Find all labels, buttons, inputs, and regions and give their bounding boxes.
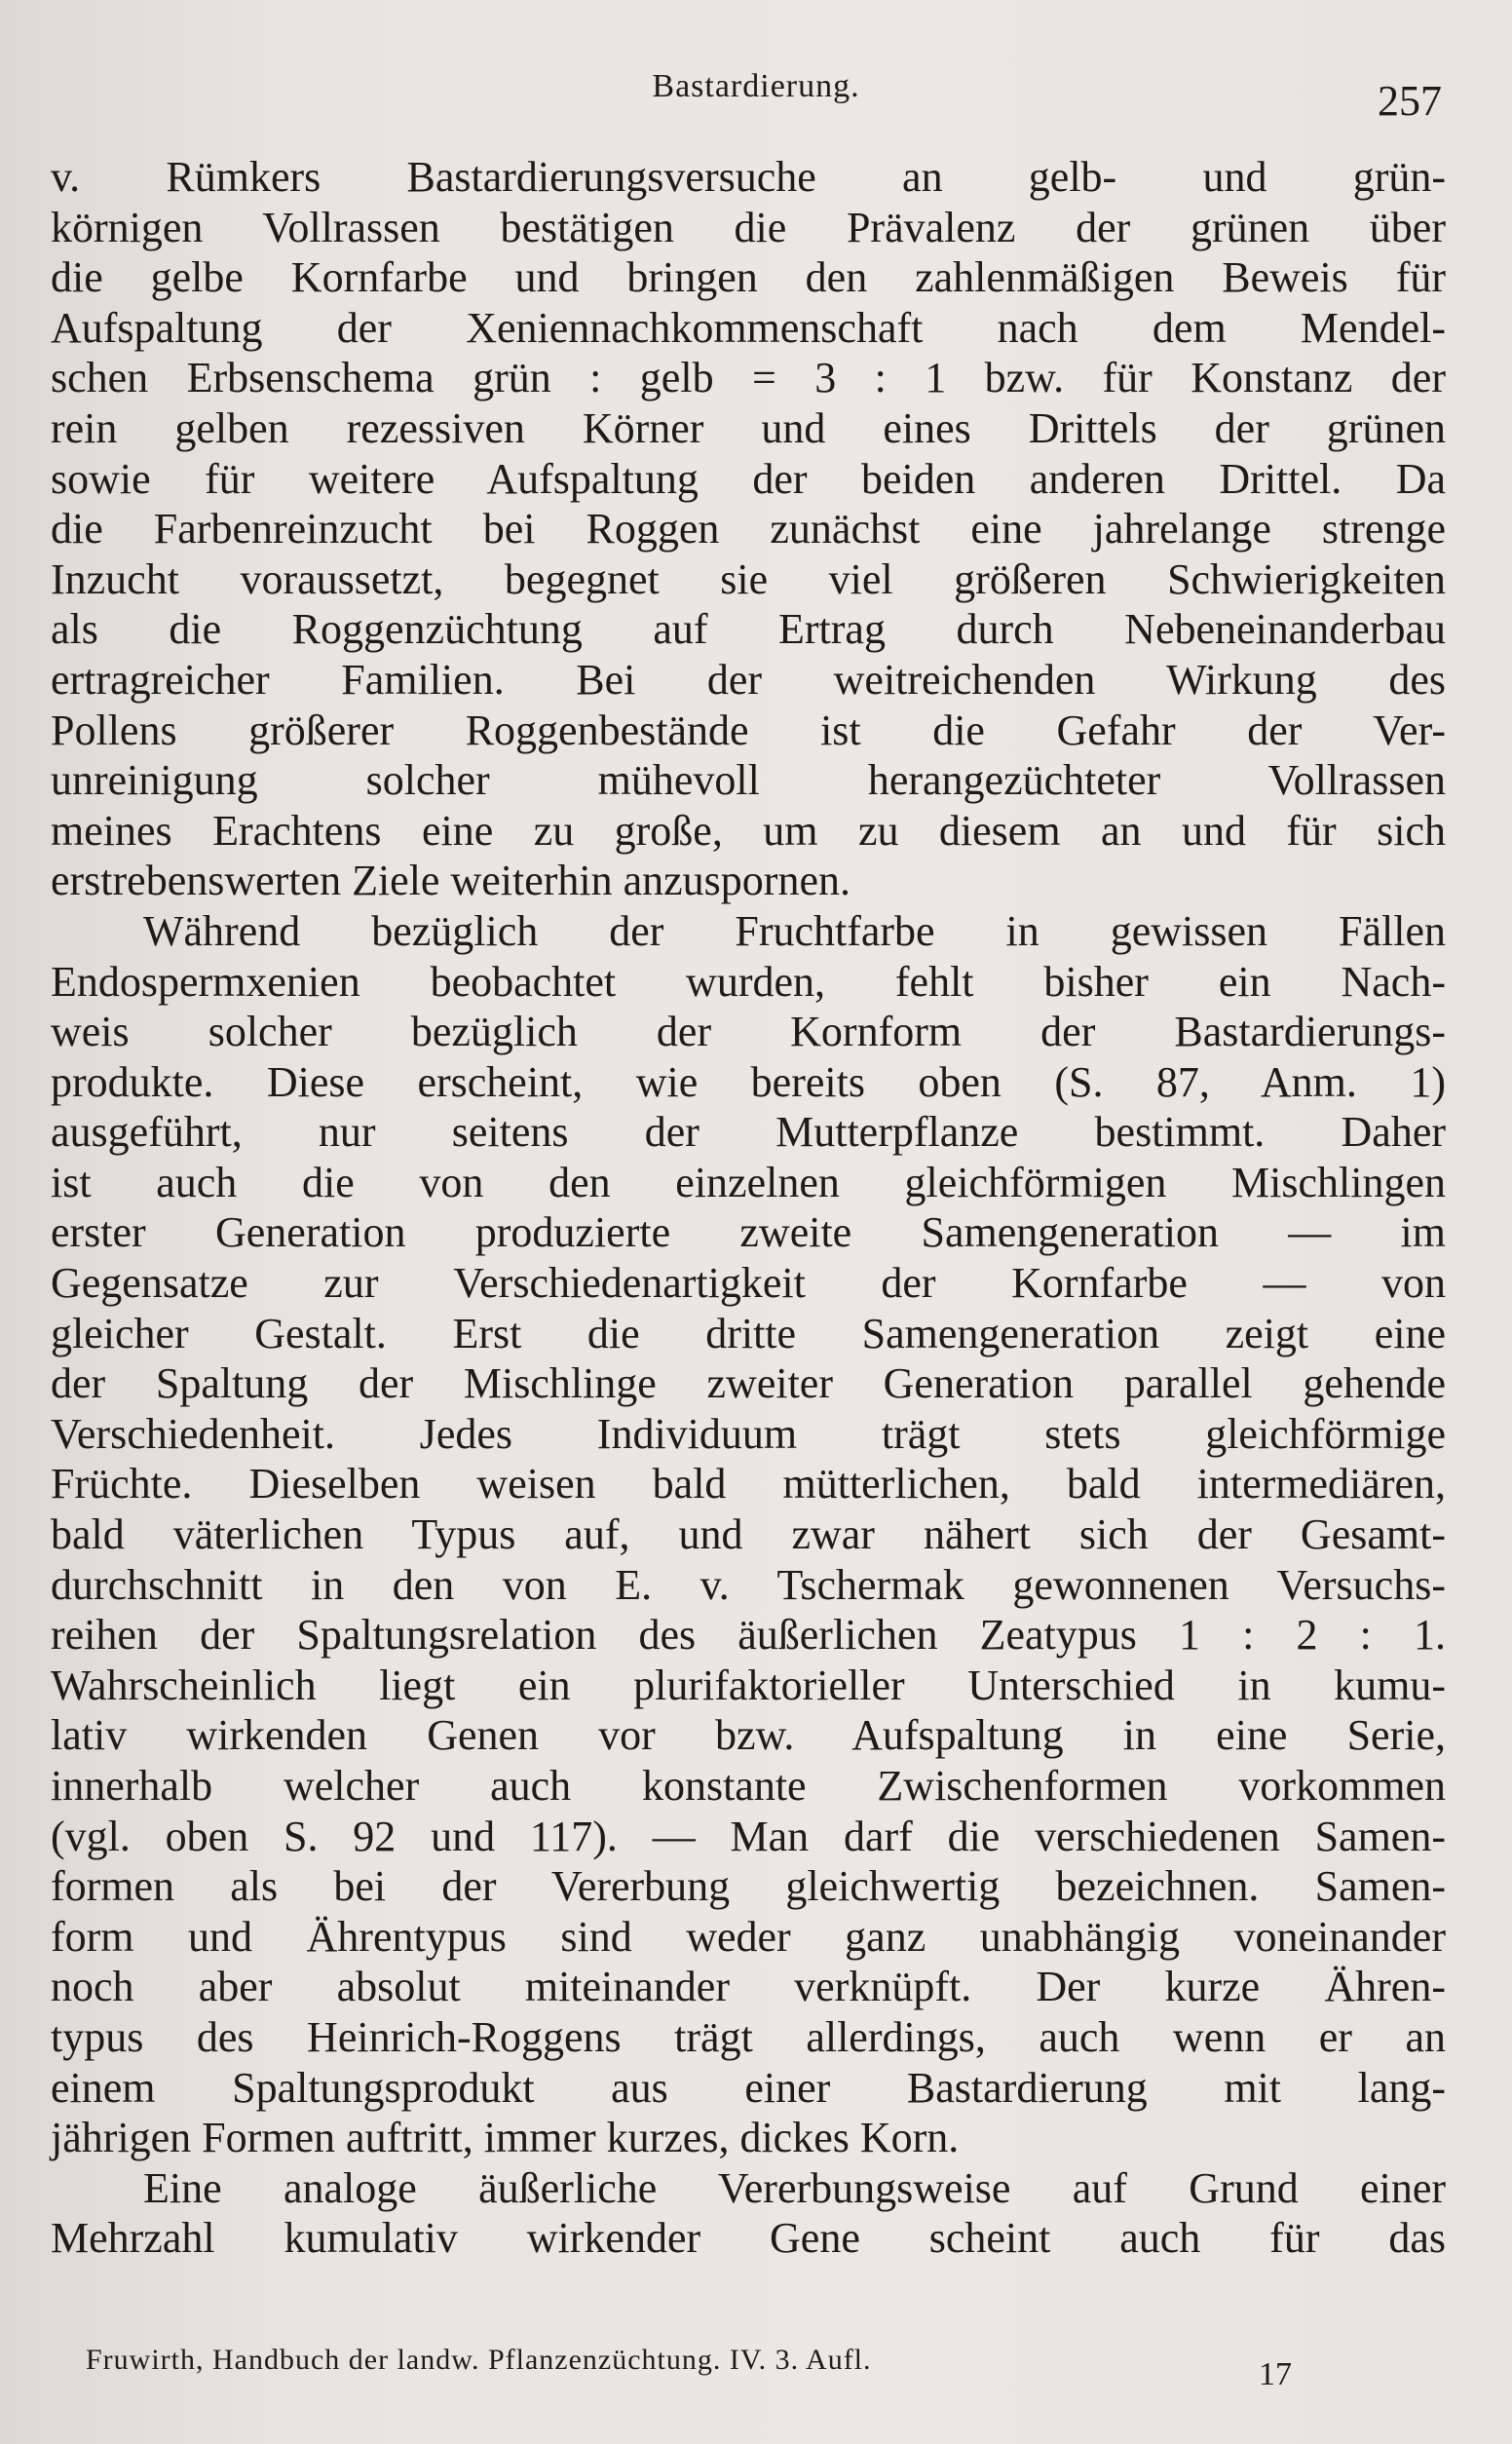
text-line: erster Generation produzierte zweite Samengeneration — im bbox=[51, 1208, 1446, 1257]
running-header: Bastardierung. bbox=[652, 68, 860, 104]
text-line: Eine analoge äußerliche Vererbungsweise auf Grund einer bbox=[143, 2163, 1446, 2212]
text-line: Aufspaltung der Xeniennachkommenschaft nach dem Mendel- bbox=[51, 303, 1446, 352]
text-line: form und Ährentypus sind weder ganz unabhängig voneinander bbox=[51, 1912, 1446, 1961]
text-line: schen Erbsenschema grün : gelb = 3 : 1 bzw. für Konstanz der bbox=[51, 354, 1446, 402]
text-line: lativ wirkenden Genen vor bzw. Aufspaltung in eine Serie, bbox=[51, 1711, 1446, 1760]
text-line: die Farbenreinzucht bei Roggen zunächst eine jahrelange strenge bbox=[51, 505, 1446, 554]
text-line: rein gelben rezessiven Körner und eines Drittels der grünen bbox=[51, 403, 1446, 452]
text-line: noch aber absolut miteinander verknüpft. Der kurze Ähren- bbox=[51, 1963, 1446, 2011]
text-line: bald väterlichen Typus auf, und zwar nähert sich der Gesamt- bbox=[51, 1510, 1446, 1559]
body-text bbox=[51, 152, 1446, 2264]
text-line: der Spaltung der Mischlinge zweiter Generation parallel gehende bbox=[51, 1359, 1446, 1408]
text-line: weis solcher bezüglich der Kornform der Bastardierungs- bbox=[51, 1008, 1446, 1056]
text-line: die gelbe Kornfarbe und bringen den zahlenmäßigen Beweis für bbox=[51, 253, 1446, 302]
text-line: Während bezüglich der Fruchtfarbe in gewissen Fällen bbox=[143, 906, 1446, 955]
text-line: Wahrscheinlich liegt ein plurifaktorieller Unterschied in kumu- bbox=[51, 1661, 1446, 1709]
text-line: ausgeführt, nur seitens der Mutterpflanze bestimmt. Daher bbox=[51, 1108, 1446, 1157]
text-line: ist auch die von den einzelnen gleichförmigen Mischlingen bbox=[51, 1158, 1446, 1206]
text-line: als die Roggenzüchtung auf Ertrag durch Nebeneinanderbau bbox=[51, 605, 1446, 654]
text-line: einem Spaltungsprodukt aus einer Bastardierung mit lang- bbox=[51, 2063, 1446, 2112]
text-line: reihen der Spaltungsrelation des äußerlichen Zeatypus 1 : 2 : 1. bbox=[51, 1611, 1446, 1660]
text-line: sowie für weitere Aufspaltung der beiden anderen Drittel. Da bbox=[51, 454, 1446, 503]
footer-source: Fruwirth, Handbuch der landw. Pflanzenzüchtung. IV. 3. Aufl. bbox=[86, 2344, 872, 2376]
text-line: innerhalb welcher auch konstante Zwischenformen vorkommen bbox=[51, 1762, 1446, 1810]
text-line: Inzucht voraussetzt, begegnet sie viel größeren Schwierigkeiten bbox=[51, 554, 1446, 603]
text-line: körnigen Vollrassen bestätigen die Prävalenz der grünen über bbox=[51, 203, 1446, 251]
text-line: ertragreicher Familien. Bei der weitreichenden Wirkung des bbox=[51, 655, 1446, 704]
text-line: v. Rümkers Bastardierungsversuche an gelb- und grün- bbox=[51, 153, 1446, 201]
text-line: durchschnitt in den von E. v. Tschermak gewonnenen Versuchs- bbox=[51, 1560, 1446, 1609]
text-line: Endospermxenien beobachtet wurden, fehlt bisher ein Nach- bbox=[51, 957, 1446, 1006]
page-number: 257 bbox=[1378, 77, 1442, 125]
text-line: gleicher Gestalt. Erst die dritte Samengeneration zeigt eine bbox=[51, 1309, 1446, 1357]
text-line: Mehrzahl kumulativ wirkender Gene scheint auch für das bbox=[51, 2214, 1446, 2263]
text-line: (vgl. oben S. 92 und 117). — Man darf die verschiedenen Samen- bbox=[51, 1812, 1446, 1860]
text-line: formen als bei der Vererbung gleichwertig bezeichnen. Samen- bbox=[51, 1862, 1446, 1911]
text-line: Gegensatze zur Verschiedenartigkeit der Kornfarbe — von bbox=[51, 1259, 1446, 1308]
text-line: erstrebenswerten Ziele weiterhin anzuspornen. bbox=[51, 857, 850, 905]
text-line: unreinigung solcher mühevoll herangezüchteter Vollrassen bbox=[51, 756, 1446, 805]
text-line: Verschiedenheit. Jedes Individuum trägt stets gleichförmige bbox=[51, 1409, 1446, 1458]
signature-mark: 17 bbox=[1259, 2356, 1292, 2392]
text-line: typus des Heinrich-Roggens trägt allerdings, auch wenn er an bbox=[51, 2012, 1446, 2061]
text-line: jährigen Formen auftritt, immer kurzes, dickes Korn. bbox=[51, 2114, 960, 2162]
text-line: Pollens größerer Roggenbestände ist die Gefahr der Ver- bbox=[51, 706, 1446, 754]
text-line: meines Erachtens eine zu große, um zu diesem an und für sich bbox=[51, 806, 1446, 855]
text-line: produkte. Diese erscheint, wie bereits oben (S. 87, Anm. 1) bbox=[51, 1057, 1446, 1106]
text-line: Früchte. Dieselben weisen bald mütterlichen, bald intermediären, bbox=[51, 1460, 1446, 1508]
